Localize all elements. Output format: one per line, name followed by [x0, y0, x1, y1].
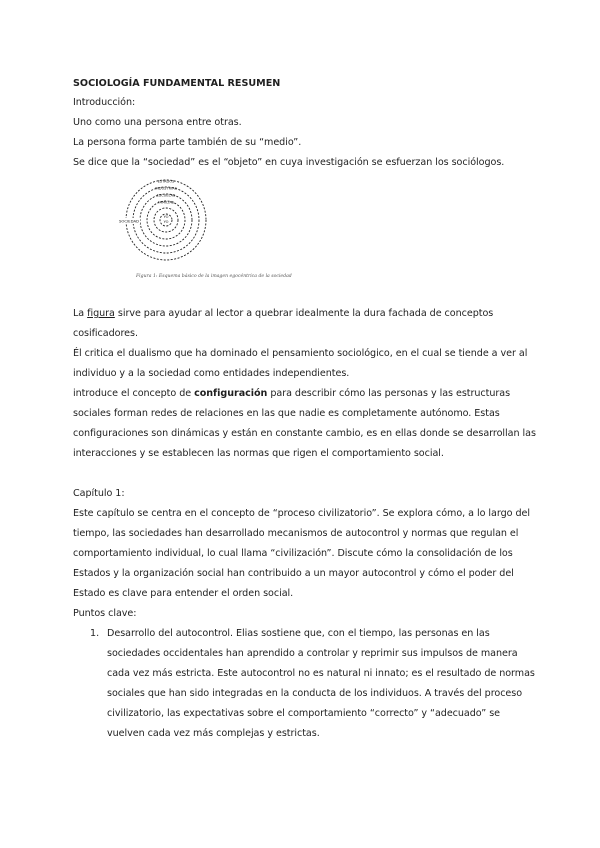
- intro-line-2: La persona forma parte también de su “medio”.: [73, 137, 302, 148]
- ring-label-yo-1: YO: [163, 215, 169, 219]
- list-item-1-line-3: cada vez más estricta. Este autocontrol no es natural ni innato; es el resultado de normas: [107, 668, 535, 679]
- list-item-1-line-6: vuelven cada vez más complejas y estrictas.: [107, 728, 320, 739]
- ring-label-estados: ESTADOS: [157, 179, 175, 184]
- paragraph-1-line-1: [73, 307, 493, 321]
- p3-bold-term: configuración: [194, 388, 268, 399]
- chapter-1-line-4: Estados y la organización social han contribuido a un mayor autocontrol y cómo el poder del: [73, 568, 514, 579]
- list-item-1-number: 1.: [90, 628, 100, 639]
- p3-prefix: introduce el concepto de: [73, 388, 195, 399]
- paragraph-1-line-2: cosificadores.: [73, 328, 138, 339]
- paragraph-3-line-2: sociales forman redes de relaciones en las que nadie es completamente autónomo. Estas: [73, 408, 500, 419]
- chapter-1-line-5: Estado es clave para entender el orden social.: [73, 588, 294, 599]
- side-label-sociedad: SOCIEDAD: [119, 218, 139, 224]
- chapter-1-line-3: comportamiento individual, lo cual llama “civilización”. Discute cómo la consolidación de los: [73, 548, 513, 559]
- p1-rest: sirve para ayudar al lector a quebrar idealmente la dura fachada de conceptos: [114, 308, 494, 319]
- list-item-1-line-1: Desarrollo del autocontrol. Elias sostiene que, con el tiempo, las personas en las: [107, 628, 490, 639]
- ring-label-escuelas: ESCUELAS: [156, 193, 176, 198]
- paragraph-3-line-1: [73, 387, 510, 401]
- list-item-1-line-4: sociales que han sido integradas en la conducta de los individuos. A través del proceso: [107, 688, 523, 699]
- paragraph-2-line-2: individuo y a la sociedad como entidades independientes.: [73, 368, 350, 379]
- paragraph-3-line-4: interacciones y se establecen las normas que rigen el comportamiento social.: [73, 448, 444, 459]
- paragraph-2-line-1: Él critica el dualismo que ha dominado el pensamiento sociológico, en el cual se tiende a ver al: [73, 348, 528, 359]
- egocentric-society-figure: [118, 178, 318, 286]
- intro-line-1: Uno como una persona entre otras.: [73, 117, 242, 128]
- intro-heading: Introducción:: [73, 97, 136, 108]
- chapter-1-heading: Capítulo 1:: [73, 488, 125, 499]
- ring-label-yo-2: YO: [163, 220, 169, 224]
- figure-link[interactable]: figura: [87, 308, 115, 319]
- key-points-heading: Puntos clave:: [73, 608, 137, 619]
- list-item-1-line-5: civilizatorio, las expectativas sobre el comportamiento “correcto” y “adecuado” se: [107, 708, 501, 719]
- list-item-1-line-2: sociedades occidentales han aprendido a controlar y reprimir sus impulsos de manera: [107, 648, 518, 659]
- p3-rest: para describir cómo las personas y las estructuras: [267, 388, 511, 399]
- chapter-1-line-2: tiempo, las sociedades han desarrollado mecanismos de autocontrol y normas que regulan el: [73, 528, 519, 539]
- paragraph-3-line-3: configuraciones son dinámicas y están en constante cambio, es en ellas donde se desarrollan las: [73, 428, 536, 439]
- figure-caption: Figura 1: Esquema básico de la imagen egocéntrica de la sociedad: [136, 274, 292, 279]
- ring-label-familias: FAMILIAS: [157, 200, 175, 205]
- p1-prefix: La: [73, 308, 88, 319]
- document-title: SOCIOLOGÍA FUNDAMENTAL RESUMEN: [73, 78, 281, 89]
- intro-line-3: Se dice que la “sociedad” es el “objeto” en cuya investigación se esfuerzan los sociólogos.: [73, 157, 505, 168]
- chapter-1-line-1: Este capítulo se centra en el concepto de “proceso civilizatorio”. Se explora cómo, a lo largo del: [73, 508, 530, 519]
- ring-label-industrias: INDUSTRIAS: [155, 186, 177, 191]
